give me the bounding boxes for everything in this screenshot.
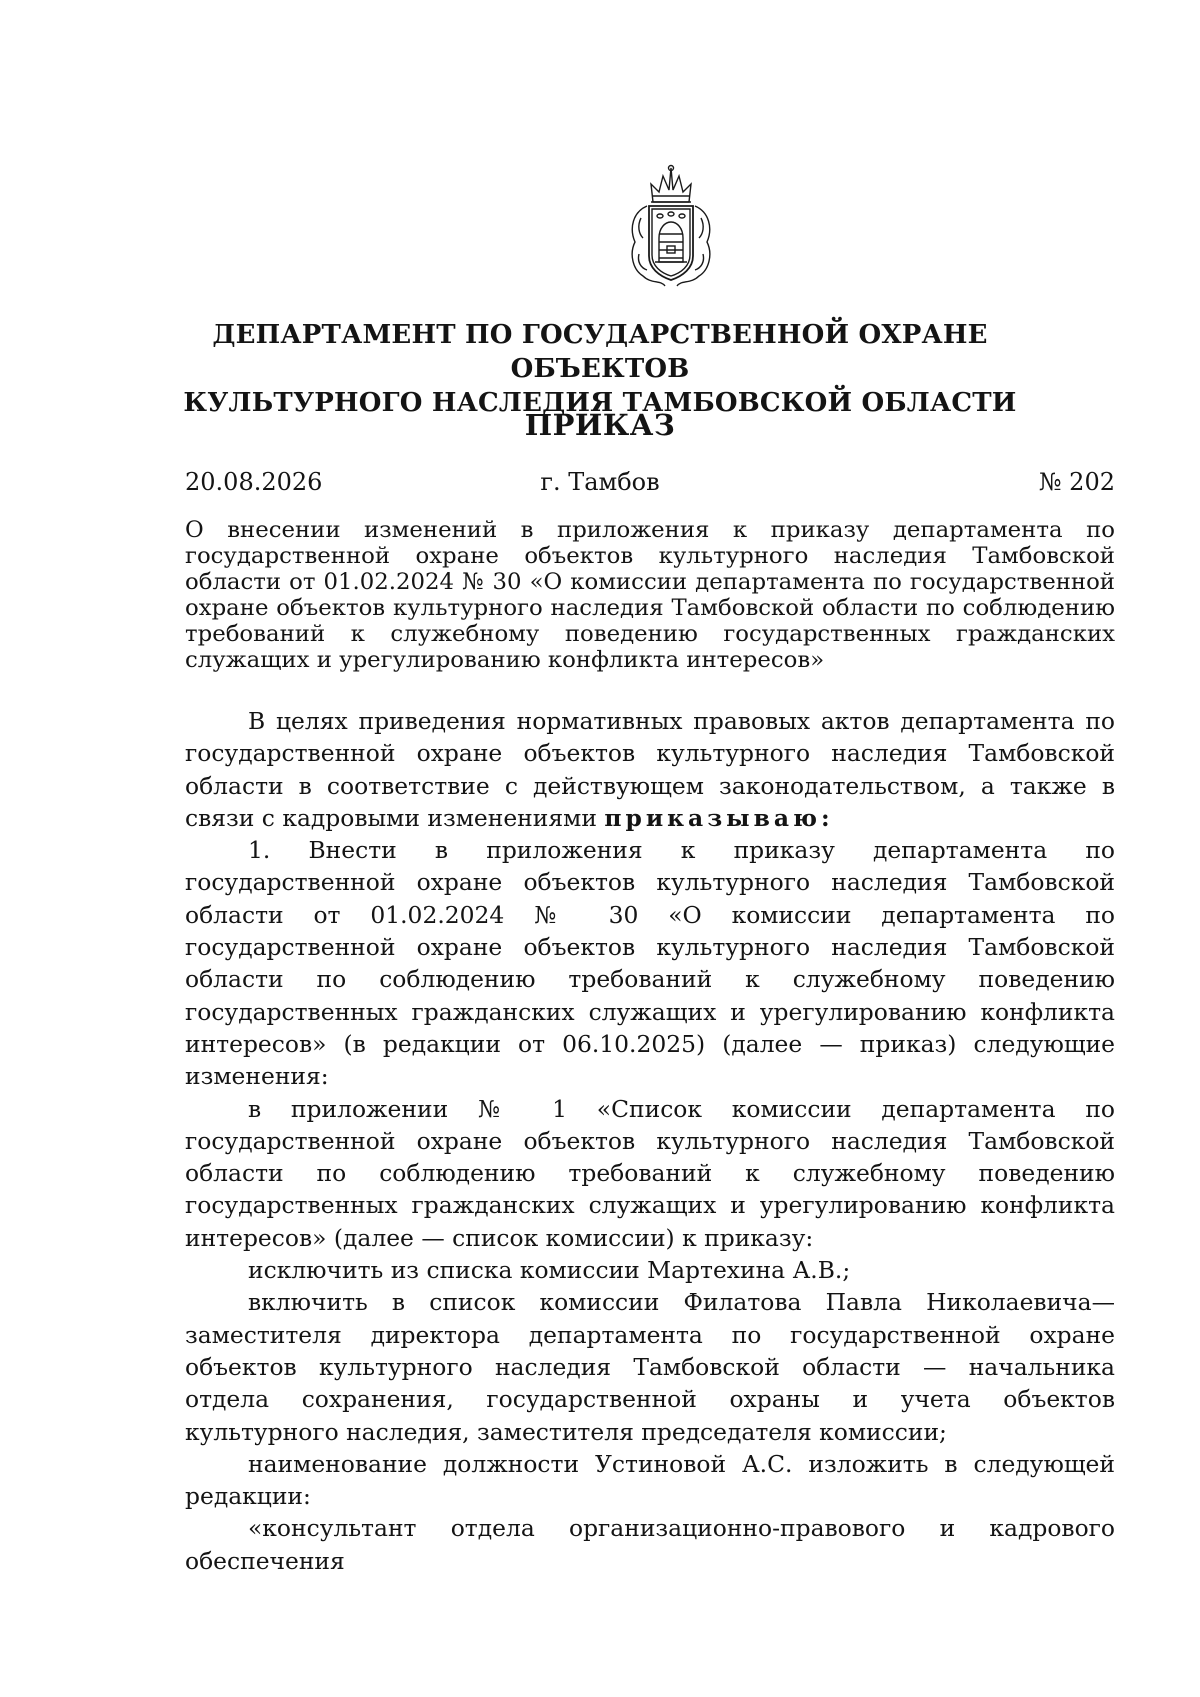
department-name	[150, 318, 1050, 420]
order-subject: О внесении изменений в приложения к приказу департамента по государственной охране объектов культурного наследия Тамбовской области от 01.02.2024 № 30 «О комиссии департамента по государственной охране объектов культурного наследия Тамбовской области по соблюдению требований к служебному поведению государственных гражданских служащих и урегулированию конфликта интересов»	[185, 517, 1115, 673]
appendix-1-paragraph: в приложении № 1 «Список комиссии департамента по государственной охране объектов культурного наследия Тамбовской области по соблюдению требований к служебному поведению государственных гражданских служащих и урегулированию конфликта интересов» (далее — список комиссии) к приказу:	[185, 1094, 1115, 1252]
department-name-line-1: ДЕПАРТАМЕНТ ПО ГОСУДАРСТВЕННОЙ ОХРАНЕ ОБЪЕКТОВ	[212, 320, 988, 384]
preamble-paragraph	[185, 705, 1115, 834]
department-name-line-2: КУЛЬТУРНОГО НАСЛЕДИЯ ТАМБОВСКОЙ ОБЛАСТИ	[183, 388, 1017, 418]
order-word: приказываю:	[604, 803, 834, 832]
order-date: 20.08.2026	[185, 468, 323, 496]
preamble-text: В целях приведения нормативных правовых актов департамента по государственной охране объектов культурного наследия Тамбовской области в соответствие с действующем законодательством, а также в связи с кадровыми изменениями	[185, 707, 1115, 832]
order-number: № 202	[1038, 468, 1115, 496]
include-member-paragraph: включить в список комиссии Филатова Павла Николаевича— заместителя директора департамента по государственной охране объектов культурного наследия Тамбовской области — начальника отдела сохранения, государственной охраны и учета объектов культурного наследия, заместителя председателя комиссии;	[185, 1288, 1115, 1446]
order-city: г. Тамбов	[540, 468, 660, 496]
item-1-paragraph: 1. Внести в приложения к приказу департамента по государственной охране объектов культурного наследия Тамбовской области от 01.02.2024 № 30 «О комиссии департамента по государственной охране объектов культурного наследия Тамбовской области по соблюдению требований к служебному поведению государственных гражданских служащих и урегулированию конфликта интересов» (в редакции от 06.10.2025) (далее — приказ) следующие изменения:	[185, 836, 1115, 1091]
order-body	[185, 705, 1115, 1577]
document-type-title: ПРИКАЗ	[524, 408, 676, 442]
exclude-member-paragraph: исключить из списка комиссии Мартехина А.В.;	[248, 1256, 851, 1285]
coat-of-arms-icon	[625, 162, 717, 292]
new-position-quote: «консультант отдела организационно-правового и кадрового обеспечения	[185, 1514, 1115, 1575]
rename-position-paragraph: наименование должности Устиновой А.С. изложить в следующей редакции:	[185, 1449, 1115, 1511]
